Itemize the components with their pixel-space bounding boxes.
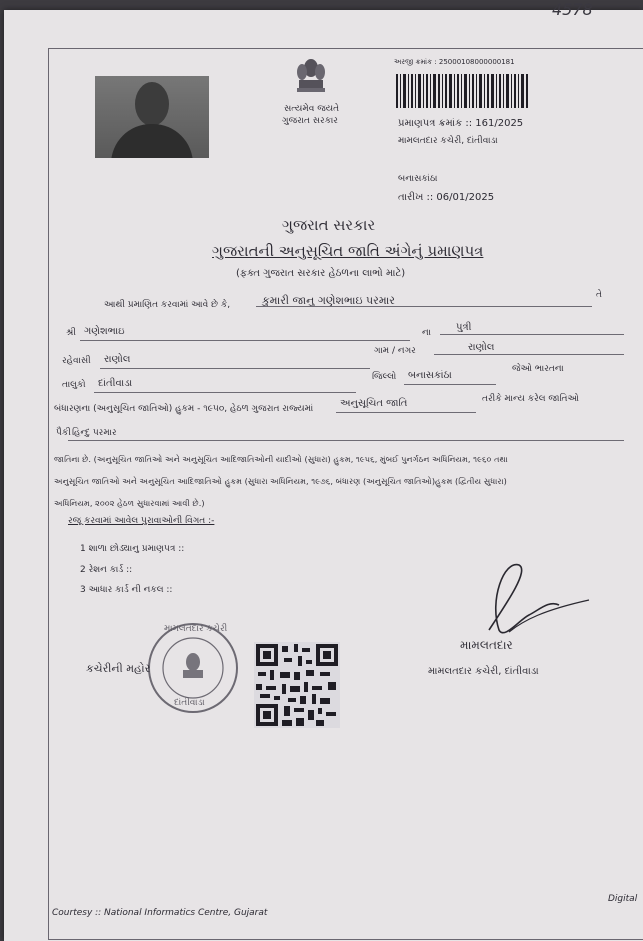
certificate-number: પ્રમાણપત્ર ક્રમાંક :: 161/2025 bbox=[398, 118, 524, 129]
issuing-office: મામલતદાર કચેરી, દાંતીવાડા bbox=[398, 136, 498, 146]
digital-label: Digital bbox=[608, 894, 638, 904]
qr-code bbox=[254, 642, 340, 728]
para-line-3: અધિનિયમ, ૨૦૦૨ હેઠળ સુધારવામાં આવી છે.) bbox=[54, 498, 205, 508]
signatory-office: મામલતદાર કચેરી, દાંતીવાડા bbox=[428, 666, 539, 677]
order-text: બંધારણના (અનુસૂચિત જાતિઓ) હુકમ - ૧૯૫૦, હેઠળ ગુજરાત રાજ્યમાં bbox=[54, 404, 314, 414]
government-title: ગુજરાત સરકાર bbox=[282, 216, 376, 234]
na-label: ના bbox=[422, 328, 431, 338]
certificate-title: ગુજરાતની અનુસૂચિત જાતિ અંગેનું પ્રમાણપત્ર bbox=[212, 242, 484, 260]
handwritten-number: 4578 bbox=[552, 0, 593, 19]
te-label: તે bbox=[596, 290, 602, 300]
father-name: ગણેશભાઇ bbox=[84, 326, 125, 337]
header-district: બનાસકાંઠા bbox=[398, 174, 438, 184]
caste-value: હિન્દુ પરમાર bbox=[72, 428, 117, 438]
document-item-3: 3 આધાર કાર્ડ ની નકલ :: bbox=[80, 585, 173, 595]
para-line-1: જાતિના છે. (અનુસૂચિત જાતિઓ અને અનુસૂચિત આદિજાતિઓની યાદીઓ (સુધારા) હુકમ, ૧૯૫૬, મુંબઈ પુનર્ગઠન અધિનિયમ, ૧૯૬૦ તથા bbox=[54, 454, 508, 464]
seal-ring-bottom: દાંતીવાડા bbox=[174, 698, 205, 708]
barcode-caption: અરજી ક્રમાંક : 25000108000000181 bbox=[394, 58, 515, 66]
document-item-2: 2 રેશન કાર્ડ :: bbox=[80, 565, 133, 575]
seal-ring-top: મામલતદાર કચેરી bbox=[164, 624, 228, 634]
district-label: જિલ્લો bbox=[372, 372, 397, 382]
relation-value: પુત્રી bbox=[456, 322, 472, 333]
taluka-label: તાલુકો bbox=[62, 380, 86, 390]
document-item-1: 1 શાળા છોડ્યાનુ પ્રમાણપત્ર :: bbox=[80, 544, 185, 554]
certificate-border bbox=[48, 48, 643, 940]
applicant-photo bbox=[95, 76, 209, 158]
village-value: રાણોલ bbox=[468, 342, 495, 353]
signatory-title: મામલતદાર bbox=[460, 638, 513, 652]
taluka-value: દાંતીવાડા bbox=[98, 378, 133, 389]
certificate-subtitle: (ફક્ત ગુજરાત સરકાર હેઠળના લાભો માટે) bbox=[236, 268, 406, 279]
shri-label: શ્રી bbox=[66, 328, 76, 338]
emblem-caption: ગુજરાત સરકાર bbox=[282, 116, 338, 126]
courtesy-line: Courtesy :: National Informatics Centre, Gujarat bbox=[52, 908, 268, 918]
emblem-motto: સત્યમેવ જયતે bbox=[284, 104, 340, 114]
para-line-2: અનુસૂચિત જાતિઓ અને અનુસૂચિત આદિજાતિઓ હુકમ (સુધારા અધિનિયમ, ૧૯૭૬, બંધારણ (અનુસૂચિત જાતિઓ)હુકમ (દ્વિતીય સુધારા) bbox=[54, 476, 507, 486]
certificate-sheet bbox=[4, 0, 643, 941]
caste-label: પૈકી bbox=[56, 428, 71, 438]
caste-category: અનુસૂચિત જાતિ bbox=[340, 398, 408, 409]
issue-date: તારીખ :: 06/01/2025 bbox=[398, 192, 495, 203]
recognized-text: તરીકે માન્ય કરેલ જાતિઓ bbox=[482, 394, 579, 404]
documents-heading: રજૂ કરવામાં આવેલ પુરાવાઓની વિગત :- bbox=[68, 516, 215, 526]
district-value: બનાસકાંઠા bbox=[408, 370, 452, 381]
barcode bbox=[396, 74, 528, 108]
applicant-name: કુમારી જાનુ ગણેશભાઇ પરમાર bbox=[262, 294, 395, 307]
seal-label: કચેરીની મહોર bbox=[86, 662, 151, 675]
resident-label: રહેવાસી bbox=[62, 356, 91, 366]
resident-value: રાણોલ bbox=[104, 354, 131, 365]
certify-prefix: આથી પ્રમાણિત કરવામાં આવે છે કે, bbox=[104, 300, 231, 310]
india-label: જેઓ ભારતના bbox=[512, 364, 564, 374]
village-label: ગામ / નગર bbox=[374, 346, 416, 356]
